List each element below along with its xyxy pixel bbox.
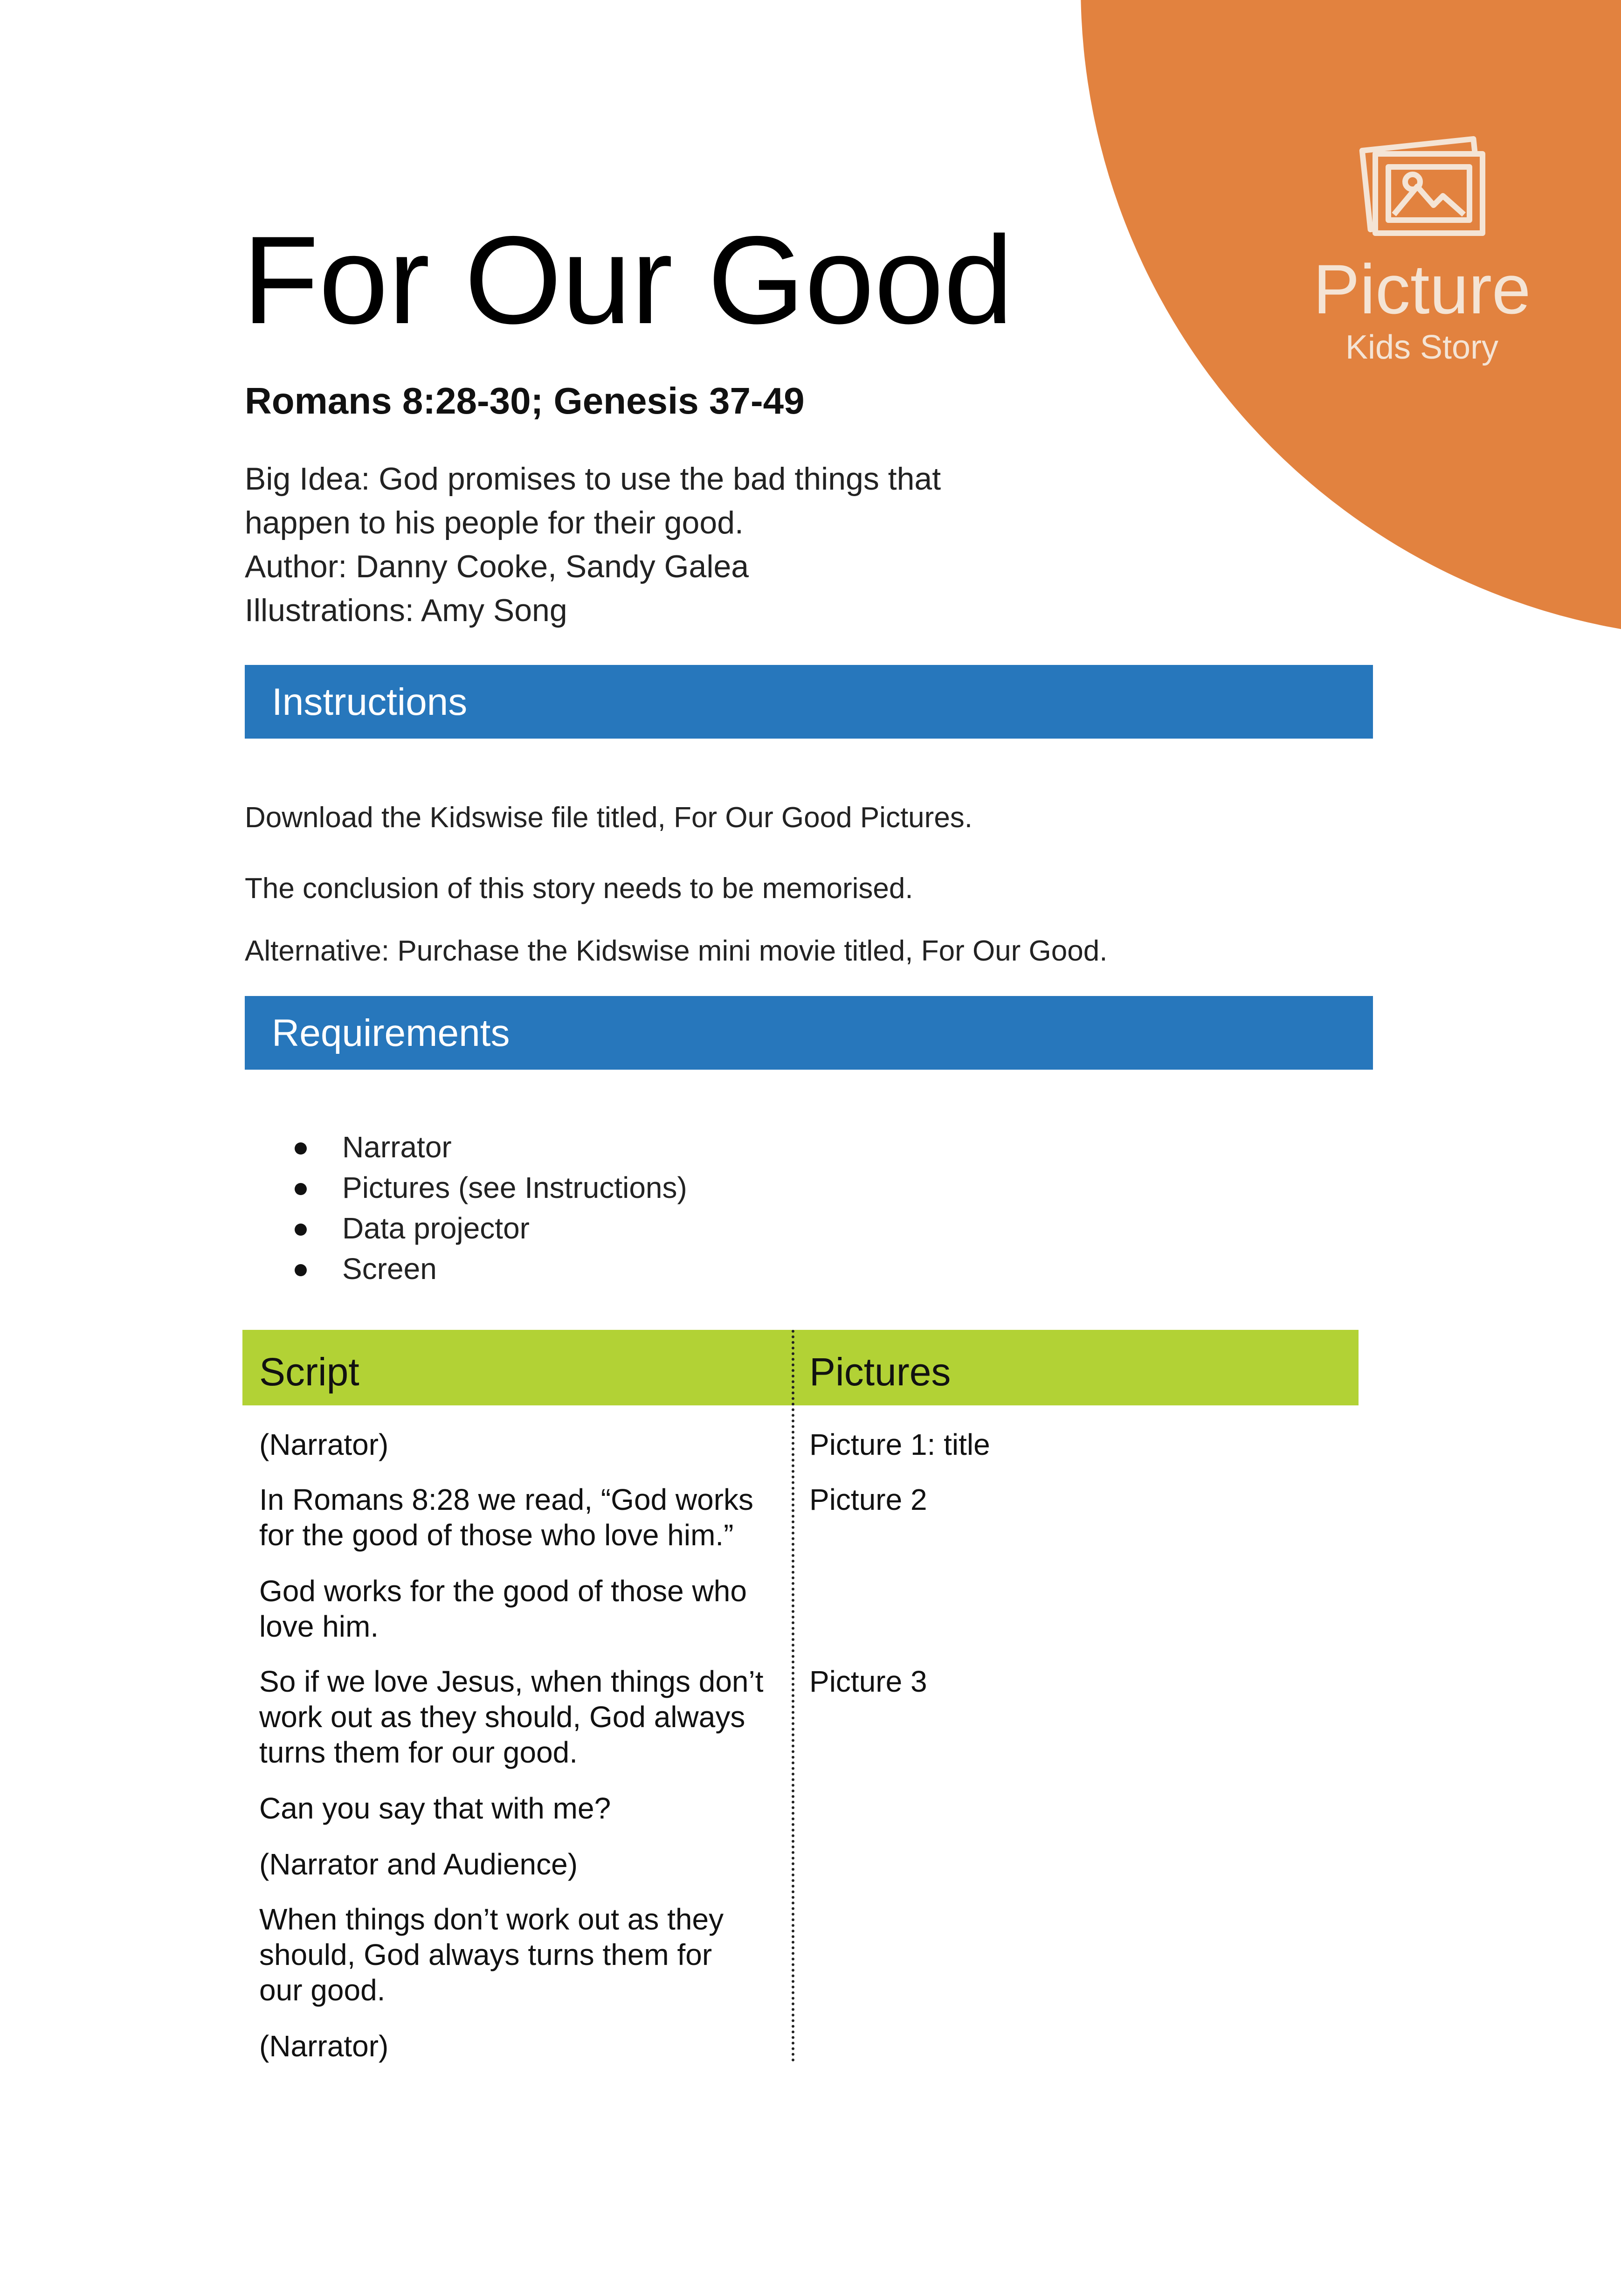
script-line: work out as they should, God always	[259, 1700, 745, 1734]
big-idea-line-1: Big Idea: God promises to use the bad things that	[245, 461, 941, 497]
requirements-header	[245, 996, 1373, 1070]
picture-cell: Picture 3	[809, 1665, 927, 1698]
author-line: Author: Danny Cooke, Sandy Galea	[245, 549, 749, 584]
column-header-script: Script	[259, 1350, 359, 1394]
column-divider	[792, 1330, 794, 2062]
script-line: (Narrator)	[259, 2029, 389, 2063]
illustrations-line: Illustrations: Amy Song	[245, 593, 567, 628]
picture-gallery-icon	[1347, 131, 1497, 242]
script-line: (Narrator)	[259, 1428, 389, 1461]
script-cell	[259, 1902, 781, 2008]
instruction-line: The conclusion of this story needs to be memorised.	[245, 872, 913, 905]
script-line: When things don’t work out as they	[259, 1902, 724, 1936]
script-cell	[259, 1846, 781, 1882]
table-header-row	[242, 1330, 1359, 1405]
script-line: Can you say that with me?	[259, 1791, 611, 1825]
big-idea-line-2: happen to his people for their good.	[245, 505, 744, 540]
badge-title: Picture	[1313, 250, 1531, 328]
picture-cell: Picture 2	[809, 1483, 927, 1516]
requirement-text: Narrator	[342, 1130, 452, 1164]
instructions-header	[245, 665, 1373, 739]
requirement-text: Pictures (see Instructions)	[342, 1171, 687, 1204]
instruction-line: Alternative: Purchase the Kidswise mini movie titled, For Our Good.	[245, 935, 1108, 967]
picture-cell: Picture 1: title	[809, 1428, 990, 1461]
bullet-icon	[295, 1142, 307, 1155]
page-title: For Our Good	[242, 210, 1014, 350]
script-line: In Romans 8:28 we read, “God works	[259, 1483, 754, 1516]
script-cell	[259, 1791, 781, 1826]
requirement-text: Screen	[342, 1252, 437, 1286]
bullet-icon	[295, 1264, 307, 1276]
script-line: for the good of those who love him.”	[259, 1518, 734, 1552]
script-cell	[259, 2028, 781, 2064]
script-cell	[259, 1427, 781, 1462]
script-cell	[259, 1573, 781, 1644]
script-line: turns them for our good.	[259, 1736, 578, 1769]
instructions-heading: Instructions	[272, 681, 468, 723]
script-line: God works for the good of those who	[259, 1574, 747, 1608]
script-line: our good.	[259, 1973, 386, 2007]
column-header-pictures: Pictures	[809, 1350, 951, 1394]
script-cell	[259, 1664, 781, 1770]
badge-subtitle: Kids Story	[1345, 329, 1499, 366]
script-line: love him.	[259, 1610, 379, 1643]
script-line: So if we love Jesus, when things don’t	[259, 1665, 764, 1698]
script-line: should, God always turns them for	[259, 1938, 712, 1971]
requirement-text: Data projector	[342, 1211, 530, 1245]
script-cell	[259, 1482, 781, 1553]
instruction-line: Download the Kidswise file titled, For Our Good Pictures.	[245, 802, 973, 834]
story-meta	[245, 457, 1084, 632]
bullet-icon	[295, 1183, 307, 1195]
requirements-heading: Requirements	[272, 1012, 510, 1054]
scripture-reference: Romans 8:28-30; Genesis 37-49	[245, 380, 805, 422]
bullet-icon	[295, 1224, 307, 1236]
script-line: (Narrator and Audience)	[259, 1847, 578, 1881]
